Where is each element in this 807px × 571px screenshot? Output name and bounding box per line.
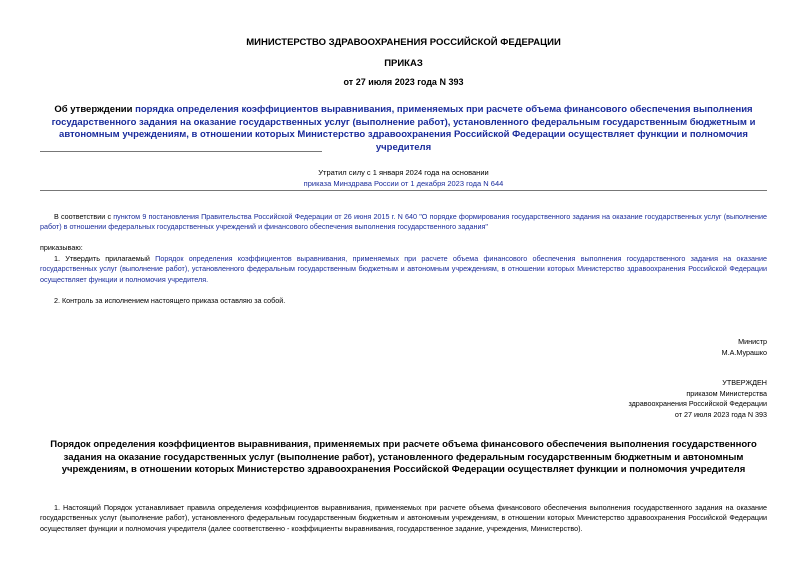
item-1-link[interactable]: Порядок определения коэффициентов выравнивания, применяемых при расчете объема финансового обеспечения выполнения государственного задания на оказание государственных услуг (выполнение работ), установленного федеральным государственным бюджетным и автономным учреждениям, в отношении которых Министерство здравоохранения Российской Федерации осуществляет функции и полномочия учредителя. [40,254,767,284]
approval-line-3: здравоохранения Российской Федерации [628,399,767,408]
item-1-prefix: 1. Утвердить прилагаемый [54,254,156,263]
item-1-paragraph [40,254,767,285]
approval-line-1: УТВЕРЖДЕН [722,378,767,387]
signature-block [722,337,767,358]
item-2-paragraph: 2. Контроль за исполнением настоящего приказа оставляю за собой. [54,296,286,305]
short-divider [40,151,322,152]
preamble-prefix: В соответствии с [54,212,114,221]
validity-link[interactable]: приказа Минздрава России от 1 декабря 2023 года N 644 [303,179,504,188]
signature-position: Министр [738,337,767,346]
doc-type-heading: ПРИКАЗ [384,58,423,69]
full-divider [40,190,767,191]
order-title-link[interactable]: порядка определения коэффициентов выравнивания, применяемых при расчете объема финансового обеспечения выполнения государственного задания на оказание государственных услуг (выполнение работ), установленного федеральным государственным бюджетным и автономным учреждениям, в отношении которых Министерство здравоохранения Российской Федерации осуществляет функции и полномочия учредителя [51,104,756,153]
preamble-link[interactable]: пунктом 9 постановления Правительства Российской Федерации от 26 июня 2015 г. N 640 "О порядке формирования государственного задания на оказание государственных услуг (выполнение работ) в отношении федеральных государственных учреждений и финансового обеспечения выполнения государственного задания" [40,212,768,232]
order-word: приказываю: [40,243,83,252]
order-title [40,104,767,154]
order-title-prefix: Об утверждении [54,104,136,115]
approval-line-4: от 27 июля 2023 года N 393 [674,409,767,419]
approval-block [628,378,767,420]
approval-line-2: приказом Министерства [686,388,767,398]
ministry-heading: МИНИСТЕРСТВО ЗДРАВООХРАНЕНИЯ РОССИЙСКОЙ ФЕДЕРАЦИИ [246,37,561,48]
procedure-paragraph-1: 1. Настоящий Порядок устанавливает правила определения коэффициентов выравнивания, применяемых при расчете объема финансового обеспечения выполнения государственного задания на оказание государственных услуг (выполнение работ), установленного федеральным государственным бюджетным и автономным учреждениям, в отношении которых Министерство здравоохранения Российской Федерации осуществляет функции и полномочия учредителя (далее соответственно - коэффициенты выравнивания, государственное задание, учреждения, Министерство). [40,503,767,533]
doc-date: от 27 июля 2023 года N 393 [343,77,464,87]
procedure-title: Порядок определения коэффициентов выравнивания, применяемых при расчете объема финансового обеспечения выполнения государственного задания на оказание государственных услуг (выполнение работ), установленного федеральным государственным бюджетным и автономным учреждениям, в отношении которых Министерство здравоохранения Российской Федерации осуществляет функции и полномочия учредителя [50,439,757,475]
preamble-paragraph [40,212,767,233]
signature-name: М.А.Мурашко [721,347,767,357]
validity-line: Утратил силу с 1 января 2024 года на основании [318,168,489,177]
validity-note [0,167,807,189]
